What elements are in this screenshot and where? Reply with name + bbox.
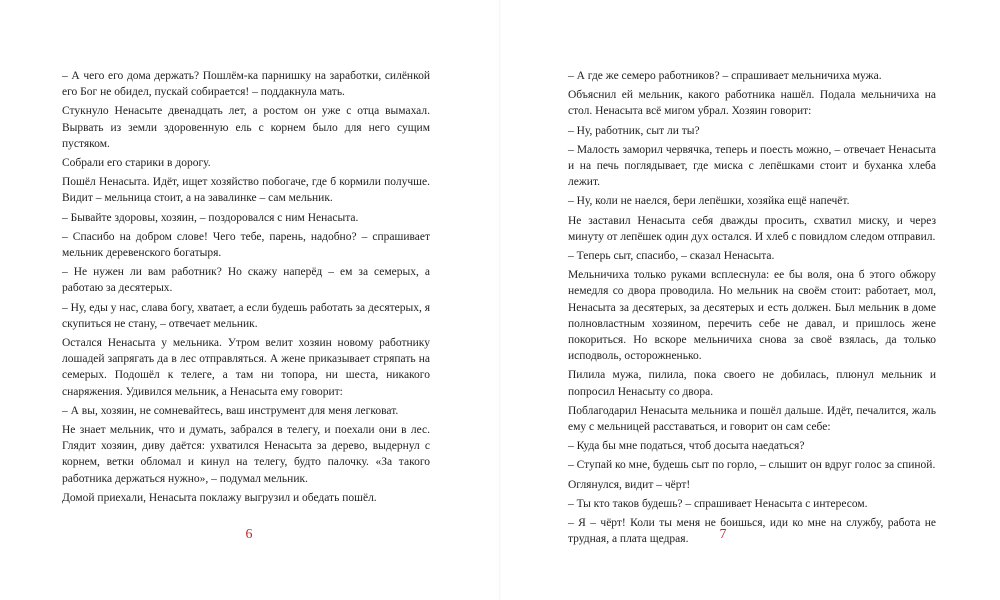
paragraph: Собрали его старики в дорогу. (62, 157, 211, 170)
paragraph: Пошёл Ненасыта. Идёт, ищет хозяйство побогаче, где б кормили получше. Видит – мельница стоит, а на завалинке – сам мельник. (62, 176, 430, 205)
page-number: 6 (245, 527, 253, 542)
paragraph: – А где же семеро работников? – спрашивает мельничиха мужа. (568, 70, 882, 82)
left-page-text (62, 68, 430, 509)
paragraph: Стукнуло Ненасыте двенадцать лет, а ростом он уже с отца вымахал. Вырвать из земли здоровенную ель с корнем было для него сущим пустяком. (62, 105, 430, 150)
paragraph: – А чего его дома держать? Пошлём-ка парнишку на заработки, силёнкой его Бог не обидел, пускай собирается! – поддакнула мать. (62, 70, 430, 99)
paragraph: Мельничиха только руками всплеснула: ее бы воля, она б этого обжору немедля со двора проводила. Но мельник на своём стоит: работает, мол, Ненасыта за десятерых, за десятерых и есть должен. Был мельник в доме полновластным хозяином, перечить себе не давал, и пришлось жене покориться. Но вскоре мельничиха снова за своё взялась, да только исподволь, осторожненько. (568, 269, 936, 363)
paragraph: – Ну, работник, сыт ли ты? (568, 124, 700, 137)
paragraph: – Я – чёрт! Коли ты меня не боишься, иди ко мне на службу, работа не трудная, а плата щедрая. (568, 517, 936, 546)
paragraph: – Ты кто таков будешь? – спрашивает Ненасыта с интересом. (568, 497, 868, 510)
paragraph: – Малость заморил червячка, теперь и поесть можно, – отвечает Ненасыта и на печь поглядывает, где миска с лепёшками стоит и буханка хлеба лежит. (568, 143, 936, 189)
paragraph: Не заставил Ненасыта себя дважды просить, схватил миску, и через минуту от лепёшек один дух остался. И хлеб с повидлом следом отправил. (568, 214, 936, 243)
paragraph: – Ну, еды у нас, слава богу, хватает, а если будешь работать за десятерых, я скупиться не стану, – отвечает мельник. (62, 301, 430, 330)
paragraph: Поблагодарил Ненасыта мельника и пошёл дальше. Идёт, печалится, жаль ему с мельницей расставаться, и говорит он сам себе: (568, 404, 936, 434)
page-number: 7 (719, 527, 727, 542)
paragraph: – Ну, коли не наелся, бери лепёшки, хозяйка ещё напечёт. (568, 195, 850, 208)
paragraph: – Теперь сыт, спасибо, – сказал Ненасыта. (568, 250, 775, 263)
paragraph: – Бывайте здоровы, хозяин, – поздоровался с ним Ненасыта. (62, 211, 359, 224)
paragraph: Домой приехали, Ненасыта поклажу выгрузил и обедать пошёл. (62, 491, 377, 504)
paragraph: Остался Ненасыта у мельника. Утром велит хозяин новому работнику лошадей запрягать да в лес отправляться. А жене приказывает стряпать на семерых. Подошёл к телеге, а там ни топора, ни шеста, никакого снаряжения. Удивился мельник, а Ненасыта ему говорит: (62, 337, 430, 398)
right-page (500, 0, 1000, 600)
paragraph: Оглянулся, видит – чёрт! (568, 478, 691, 491)
paragraph: Объяснил ей мельник, какого работника нашёл. Подала мельничиха на стол. Ненасыта всё мигом убрал. Хозяин говорит: (568, 89, 936, 118)
paragraph: Не знает мельник, что и думать, забрался в телегу, и поехали они в лес. Глядит хозяин, диву даётся: ухватился Ненасыта за дерево, выдернул с корнем, ветки обломал и кинул на телегу, будто палочку. «За такого работника держаться нужно», – подумал мельник. (62, 424, 430, 485)
paragraph: Пилила мужа, пилила, пока своего не добилась, плюнул мельник и попросил Ненасыту со двора. (568, 369, 936, 398)
paragraph: – А вы, хозяин, не сомневайтесь, ваш инструмент для меня легковат. (62, 404, 399, 417)
paragraph: – Спасибо на добром слове! Чего тебе, парень, надобно? – спрашивает мельник деревенского богатыря. (62, 230, 430, 260)
paragraph: – Не нужен ли вам работник? Но скажу наперёд – ем за семерых, а работаю за десятерых. (62, 266, 430, 295)
paragraph: – Куда бы мне податься, чтоб досыта наедаться? (568, 440, 805, 453)
right-page-text (568, 68, 936, 550)
paragraph: – Ступай ко мне, будешь сыт по горло, – слышит он вдруг голос за спиной. (568, 459, 936, 472)
